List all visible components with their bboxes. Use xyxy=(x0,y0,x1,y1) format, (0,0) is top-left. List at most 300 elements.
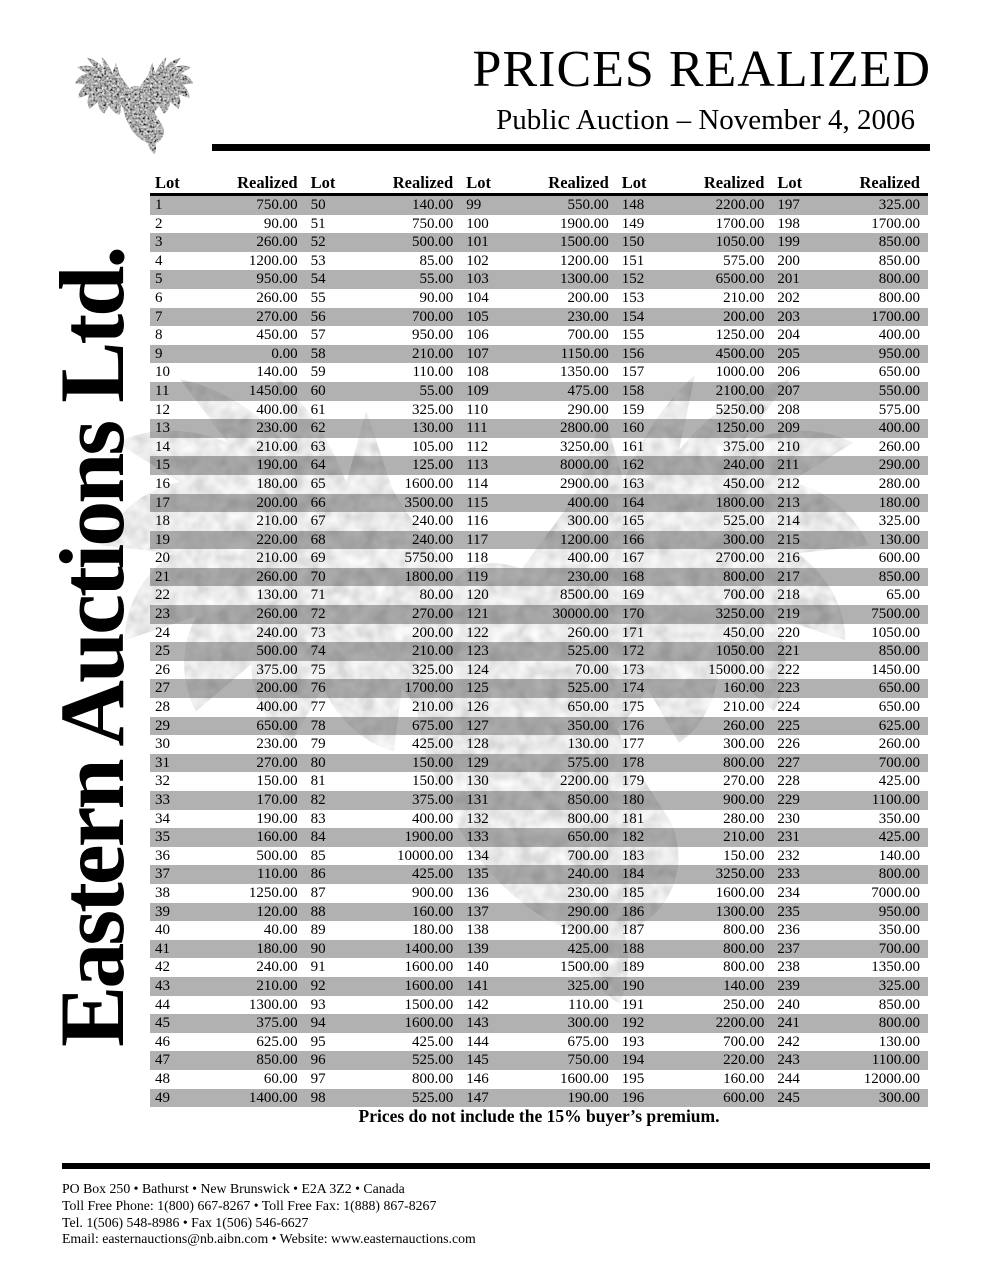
lot-column-header: Lot xyxy=(310,173,336,192)
lot-cell: 20 xyxy=(155,550,170,567)
realized-cell: 950.00 xyxy=(256,271,298,288)
realized-cell: 1700.00 xyxy=(871,215,920,232)
realized-cell: 140.00 xyxy=(878,847,920,864)
lot-cell: 231 xyxy=(777,829,800,846)
realized-cell: 180.00 xyxy=(878,494,920,511)
realized-cell: 2100.00 xyxy=(715,382,765,399)
realized-cell: 325.00 xyxy=(411,661,454,678)
lot-cell: 78 xyxy=(310,717,326,734)
realized-column-header: Realized xyxy=(703,173,765,192)
realized-cell: 210.00 xyxy=(723,829,765,846)
table-row xyxy=(150,289,928,308)
lot-cell: 5 xyxy=(155,271,163,288)
realized-cell: 170.00 xyxy=(256,792,298,808)
lot-column-header: Lot xyxy=(621,173,647,192)
realized-cell: 550.00 xyxy=(878,382,920,399)
realized-cell: 3250.00 xyxy=(715,606,765,623)
lot-cell: 184 xyxy=(621,866,645,883)
lot-cell: 97 xyxy=(310,1070,326,1087)
table-row xyxy=(150,1051,928,1070)
realized-cell: 400.00 xyxy=(256,699,298,716)
table-header-group xyxy=(306,173,462,193)
lot-cell: 177 xyxy=(621,736,645,753)
lot-cell: 68 xyxy=(310,531,326,548)
lot-cell: 39 xyxy=(155,903,170,920)
realized-cell: 450.00 xyxy=(723,475,765,492)
lot-cell: 183 xyxy=(621,847,645,864)
lot-cell: 174 xyxy=(621,680,645,697)
lot-cell: 9 xyxy=(155,345,163,362)
table-row xyxy=(150,661,928,680)
lots-table-body xyxy=(150,196,928,1107)
lot-cell: 82 xyxy=(310,792,326,808)
lot-cell: 76 xyxy=(310,680,326,697)
realized-cell: 65.00 xyxy=(886,587,920,604)
realized-cell: 750.00 xyxy=(567,1052,609,1069)
realized-cell: 1150.00 xyxy=(560,345,609,362)
realized-cell: 500.00 xyxy=(256,643,298,660)
realized-cell: 200.00 xyxy=(411,624,454,641)
lot-cell: 171 xyxy=(621,624,645,641)
lot-cell: 232 xyxy=(777,847,800,864)
realized-cell: 425.00 xyxy=(567,940,609,957)
realized-cell: 1900.00 xyxy=(404,829,454,846)
lot-cell: 91 xyxy=(310,959,326,976)
lot-cell: 190 xyxy=(621,977,645,994)
realized-cell: 350.00 xyxy=(567,717,609,734)
realized-cell: 650.00 xyxy=(256,717,298,734)
realized-cell: 150.00 xyxy=(411,754,454,771)
realized-cell: 230.00 xyxy=(256,420,298,437)
lot-cell: 148 xyxy=(621,197,645,213)
lot-cell: 126 xyxy=(466,699,489,716)
lot-cell: 127 xyxy=(466,717,489,734)
realized-cell: 400.00 xyxy=(567,494,609,511)
lot-cell: 196 xyxy=(621,1089,645,1106)
realized-cell: 3250.00 xyxy=(560,438,609,455)
lot-cell: 205 xyxy=(777,345,800,362)
lot-cell: 113 xyxy=(466,457,489,474)
lot-cell: 118 xyxy=(466,550,489,567)
realized-cell: 1200.00 xyxy=(560,252,609,269)
realized-cell: 200.00 xyxy=(567,289,609,306)
realized-column-header: Realized xyxy=(548,173,609,192)
realized-cell: 110.00 xyxy=(412,364,454,381)
page-subtitle: Public Auction – November 4, 2006 xyxy=(496,104,915,136)
realized-cell: 650.00 xyxy=(878,680,920,697)
realized-cell: 3250.00 xyxy=(715,866,765,883)
company-name-vertical: Eastern Auctions Ltd. xyxy=(41,248,143,1048)
lot-cell: 181 xyxy=(621,810,645,827)
table-row xyxy=(150,1089,928,1108)
lot-cell: 197 xyxy=(777,197,800,213)
realized-cell: 90.00 xyxy=(419,289,454,306)
lot-cell: 154 xyxy=(621,308,645,325)
table-row xyxy=(150,921,928,940)
realized-cell: 700.00 xyxy=(567,847,609,864)
lot-cell: 129 xyxy=(466,754,489,771)
lot-cell: 80 xyxy=(310,754,326,771)
realized-cell: 900.00 xyxy=(411,884,454,901)
page-title: PRICES REALIZED xyxy=(472,41,931,98)
lot-cell: 204 xyxy=(777,327,800,344)
lot-cell: 56 xyxy=(310,308,326,325)
lot-cell: 168 xyxy=(621,568,645,585)
realized-cell: 270.00 xyxy=(256,754,298,771)
lot-cell: 136 xyxy=(466,884,489,901)
realized-cell: 6500.00 xyxy=(715,271,765,288)
lot-cell: 172 xyxy=(621,643,645,660)
footer-email-website-line: Email: easternauctions@nb.aibn.com • Website: www.easternauctions.com xyxy=(62,1231,476,1247)
lot-cell: 93 xyxy=(310,996,326,1013)
lot-cell: 122 xyxy=(466,624,489,641)
lot-cell: 151 xyxy=(621,252,645,269)
realized-cell: 300.00 xyxy=(567,1015,609,1032)
realized-cell: 160.00 xyxy=(256,829,298,846)
lot-column-header: Lot xyxy=(155,173,180,192)
lot-cell: 130 xyxy=(466,773,489,790)
lot-cell: 155 xyxy=(621,327,645,344)
realized-cell: 425.00 xyxy=(878,773,920,790)
lot-cell: 101 xyxy=(466,234,489,251)
lot-cell: 138 xyxy=(466,922,489,939)
realized-cell: 325.00 xyxy=(411,401,454,418)
lot-cell: 180 xyxy=(621,792,645,808)
realized-cell: 240.00 xyxy=(256,624,298,641)
lot-cell: 235 xyxy=(777,903,800,920)
realized-cell: 2800.00 xyxy=(560,420,609,437)
lot-cell: 222 xyxy=(777,661,800,678)
table-row xyxy=(150,1033,928,1052)
lot-cell: 12 xyxy=(155,401,170,418)
lot-cell: 160 xyxy=(621,420,645,437)
realized-cell: 55.00 xyxy=(419,271,454,288)
realized-cell: 270.00 xyxy=(411,606,454,623)
realized-cell: 400.00 xyxy=(411,810,454,827)
table-row xyxy=(150,494,928,513)
lot-cell: 13 xyxy=(155,420,170,437)
lot-cell: 114 xyxy=(466,475,489,492)
realized-cell: 1400.00 xyxy=(404,940,454,957)
realized-cell: 525.00 xyxy=(723,513,765,530)
realized-cell: 1250.00 xyxy=(715,327,765,344)
lot-cell: 229 xyxy=(777,792,800,808)
lot-cell: 103 xyxy=(466,271,489,288)
table-row xyxy=(150,438,928,457)
realized-cell: 1600.00 xyxy=(404,977,454,994)
lot-cell: 2 xyxy=(155,215,163,232)
lot-column-header: Lot xyxy=(466,173,491,192)
realized-cell: 1800.00 xyxy=(715,494,765,511)
realized-cell: 400.00 xyxy=(567,550,609,567)
lot-cell: 21 xyxy=(155,568,170,585)
realized-cell: 260.00 xyxy=(256,289,298,306)
realized-cell: 700.00 xyxy=(723,587,765,604)
realized-cell: 7500.00 xyxy=(871,606,920,623)
table-row xyxy=(150,996,928,1015)
realized-cell: 210.00 xyxy=(411,643,454,660)
lot-cell: 6 xyxy=(155,289,163,306)
lot-cell: 112 xyxy=(466,438,489,455)
realized-cell: 210.00 xyxy=(256,438,298,455)
lot-cell: 165 xyxy=(621,513,645,530)
lot-cell: 65 xyxy=(310,475,326,492)
lot-cell: 213 xyxy=(777,494,800,511)
lot-cell: 169 xyxy=(621,587,645,604)
table-row xyxy=(150,977,928,996)
realized-cell: 800.00 xyxy=(878,289,920,306)
realized-cell: 210.00 xyxy=(256,977,298,994)
realized-cell: 300.00 xyxy=(878,1089,920,1106)
realized-cell: 200.00 xyxy=(256,494,298,511)
lot-cell: 89 xyxy=(310,922,326,939)
realized-cell: 500.00 xyxy=(256,847,298,864)
lot-cell: 226 xyxy=(777,736,800,753)
lot-cell: 44 xyxy=(155,996,170,1013)
realized-cell: 2200.00 xyxy=(715,197,765,213)
realized-cell: 105.00 xyxy=(411,438,454,455)
lot-cell: 199 xyxy=(777,234,800,251)
lot-cell: 194 xyxy=(621,1052,645,1069)
realized-cell: 1900.00 xyxy=(560,215,609,232)
lot-cell: 62 xyxy=(310,420,326,437)
realized-cell: 270.00 xyxy=(723,773,765,790)
table-row xyxy=(150,605,928,624)
realized-column-header: Realized xyxy=(392,173,454,192)
lot-cell: 128 xyxy=(466,736,489,753)
lot-cell: 1 xyxy=(155,197,163,213)
table-row xyxy=(150,363,928,382)
lot-cell: 66 xyxy=(310,494,326,511)
realized-cell: 800.00 xyxy=(723,568,765,585)
realized-cell: 240.00 xyxy=(567,866,609,883)
lot-cell: 111 xyxy=(466,420,488,437)
lot-cell: 85 xyxy=(310,847,326,864)
realized-cell: 400.00 xyxy=(878,327,920,344)
lot-cell: 41 xyxy=(155,940,170,957)
realized-cell: 850.00 xyxy=(878,643,920,660)
lot-cell: 149 xyxy=(621,215,645,232)
table-row xyxy=(150,586,928,605)
realized-cell: 1050.00 xyxy=(871,624,920,641)
realized-cell: 1500.00 xyxy=(404,996,454,1013)
realized-cell: 525.00 xyxy=(567,643,609,660)
lot-cell: 243 xyxy=(777,1052,800,1069)
realized-cell: 450.00 xyxy=(256,327,298,344)
footer-divider xyxy=(62,1163,930,1169)
footer-contact-block xyxy=(62,1181,682,1248)
realized-cell: 650.00 xyxy=(878,699,920,716)
lot-cell: 16 xyxy=(155,475,170,492)
realized-cell: 0.00 xyxy=(271,345,298,362)
lot-cell: 211 xyxy=(777,457,800,474)
realized-cell: 700.00 xyxy=(567,327,609,344)
realized-cell: 8000.00 xyxy=(560,457,609,474)
lot-cell: 84 xyxy=(310,829,326,846)
lot-cell: 116 xyxy=(466,513,489,530)
realized-cell: 160.00 xyxy=(723,680,765,697)
footer-tollfree-line: Toll Free Phone: 1(800) 667-8267 • Toll Free Fax: 1(888) 867-8267 xyxy=(62,1197,437,1213)
realized-cell: 150.00 xyxy=(256,773,298,790)
realized-cell: 260.00 xyxy=(256,568,298,585)
lot-cell: 135 xyxy=(466,866,489,883)
table-row xyxy=(150,903,928,922)
lot-cell: 37 xyxy=(155,866,170,883)
lot-cell: 90 xyxy=(310,940,326,957)
lot-cell: 227 xyxy=(777,754,800,771)
realized-cell: 325.00 xyxy=(878,513,920,530)
realized-cell: 1250.00 xyxy=(248,884,298,901)
lot-cell: 236 xyxy=(777,922,800,939)
lot-cell: 123 xyxy=(466,643,489,660)
table-row xyxy=(150,791,928,810)
realized-cell: 210.00 xyxy=(411,699,454,716)
lot-cell: 94 xyxy=(310,1015,326,1032)
lot-cell: 30 xyxy=(155,736,170,753)
lot-cell: 198 xyxy=(777,215,800,232)
lot-cell: 18 xyxy=(155,513,170,530)
realized-cell: 230.00 xyxy=(256,736,298,753)
lot-cell: 75 xyxy=(310,661,326,678)
realized-cell: 1450.00 xyxy=(248,382,298,399)
realized-cell: 1800.00 xyxy=(404,568,454,585)
lot-cell: 32 xyxy=(155,773,170,790)
table-row xyxy=(150,884,928,903)
lot-cell: 219 xyxy=(777,606,800,623)
lot-cell: 31 xyxy=(155,754,170,771)
lot-cell: 49 xyxy=(155,1089,170,1106)
lot-cell: 207 xyxy=(777,382,800,399)
realized-cell: 1250.00 xyxy=(715,420,765,437)
realized-cell: 1050.00 xyxy=(715,234,765,251)
lot-cell: 188 xyxy=(621,940,645,957)
lot-cell: 179 xyxy=(621,773,645,790)
realized-cell: 1050.00 xyxy=(715,643,765,660)
realized-cell: 800.00 xyxy=(411,1070,454,1087)
realized-cell: 625.00 xyxy=(878,717,920,734)
table-row xyxy=(150,512,928,531)
table-row xyxy=(150,419,928,438)
realized-cell: 260.00 xyxy=(567,624,609,641)
realized-cell: 160.00 xyxy=(723,1070,765,1087)
lot-cell: 170 xyxy=(621,606,645,623)
lot-cell: 131 xyxy=(466,792,489,808)
lot-cell: 121 xyxy=(466,606,489,623)
lot-cell: 203 xyxy=(777,308,800,325)
realized-cell: 375.00 xyxy=(411,792,454,808)
lot-cell: 153 xyxy=(621,289,645,306)
lot-cell: 71 xyxy=(310,587,326,604)
lot-cell: 53 xyxy=(310,252,326,269)
lot-cell: 70 xyxy=(310,568,326,585)
lot-cell: 102 xyxy=(466,252,489,269)
realized-cell: 80.00 xyxy=(419,587,454,604)
lot-cell: 29 xyxy=(155,717,170,734)
realized-cell: 3500.00 xyxy=(404,494,454,511)
realized-cell: 350.00 xyxy=(878,810,920,827)
lot-cell: 54 xyxy=(310,271,326,288)
lot-cell: 134 xyxy=(466,847,489,864)
lot-cell: 59 xyxy=(310,364,326,381)
lot-cell: 64 xyxy=(310,457,326,474)
realized-cell: 180.00 xyxy=(256,940,298,957)
realized-cell: 850.00 xyxy=(878,996,920,1013)
realized-cell: 290.00 xyxy=(878,457,920,474)
lot-cell: 100 xyxy=(466,215,489,232)
realized-cell: 800.00 xyxy=(723,940,765,957)
lot-cell: 4 xyxy=(155,252,163,269)
lot-cell: 67 xyxy=(310,513,326,530)
realized-cell: 210.00 xyxy=(411,345,454,362)
realized-cell: 1400.00 xyxy=(248,1089,298,1106)
lot-cell: 17 xyxy=(155,494,170,511)
realized-cell: 1350.00 xyxy=(560,364,609,381)
table-row xyxy=(150,642,928,661)
realized-cell: 2900.00 xyxy=(560,475,609,492)
table-row xyxy=(150,865,928,884)
lot-cell: 150 xyxy=(621,234,645,251)
lot-cell: 225 xyxy=(777,717,800,734)
realized-cell: 1700.00 xyxy=(715,215,765,232)
realized-cell: 675.00 xyxy=(567,1033,609,1050)
realized-cell: 140.00 xyxy=(411,197,454,213)
lot-cell: 146 xyxy=(466,1070,489,1087)
table-row xyxy=(150,549,928,568)
realized-cell: 700.00 xyxy=(411,308,454,325)
realized-cell: 325.00 xyxy=(878,977,920,994)
realized-cell: 1450.00 xyxy=(871,661,920,678)
lot-cell: 34 xyxy=(155,810,170,827)
lot-cell: 43 xyxy=(155,977,170,994)
realized-cell: 1700.00 xyxy=(871,308,920,325)
lot-cell: 182 xyxy=(621,829,645,846)
buyers-premium-note: Prices do not include the 15% buyer’s premium. xyxy=(358,1106,720,1126)
realized-cell: 125.00 xyxy=(411,457,454,474)
realized-cell: 190.00 xyxy=(256,457,298,474)
lot-cell: 140 xyxy=(466,959,489,976)
realized-cell: 575.00 xyxy=(567,754,609,771)
realized-cell: 525.00 xyxy=(567,680,609,697)
lot-cell: 63 xyxy=(310,438,326,455)
footer-address-line: PO Box 250 • Bathurst • New Brunswick • E2A 3Z2 • Canada xyxy=(62,1181,405,1196)
realized-cell: 190.00 xyxy=(256,810,298,827)
lot-cell: 47 xyxy=(155,1052,170,1069)
table-row xyxy=(150,698,928,717)
realized-cell: 270.00 xyxy=(256,308,298,325)
realized-cell: 425.00 xyxy=(411,866,454,883)
realized-cell: 7000.00 xyxy=(871,884,920,901)
lot-cell: 175 xyxy=(621,699,645,716)
lot-cell: 214 xyxy=(777,513,800,530)
realized-cell: 15000.00 xyxy=(708,661,765,678)
realized-cell: 700.00 xyxy=(878,754,920,771)
realized-cell: 425.00 xyxy=(411,1033,454,1050)
lot-cell: 206 xyxy=(777,364,800,381)
lot-cell: 189 xyxy=(621,959,645,976)
realized-cell: 30000.00 xyxy=(552,606,609,623)
table-row xyxy=(150,717,928,736)
table-row xyxy=(150,1070,928,1089)
realized-cell: 120.00 xyxy=(256,903,298,920)
lot-cell: 223 xyxy=(777,680,800,697)
lot-cell: 10 xyxy=(155,364,170,381)
realized-cell: 1600.00 xyxy=(560,1070,609,1087)
lot-cell: 51 xyxy=(310,215,326,232)
realized-cell: 525.00 xyxy=(411,1052,454,1069)
lot-cell: 108 xyxy=(466,364,489,381)
realized-cell: 70.00 xyxy=(575,661,609,678)
lot-column-header: Lot xyxy=(777,173,803,192)
